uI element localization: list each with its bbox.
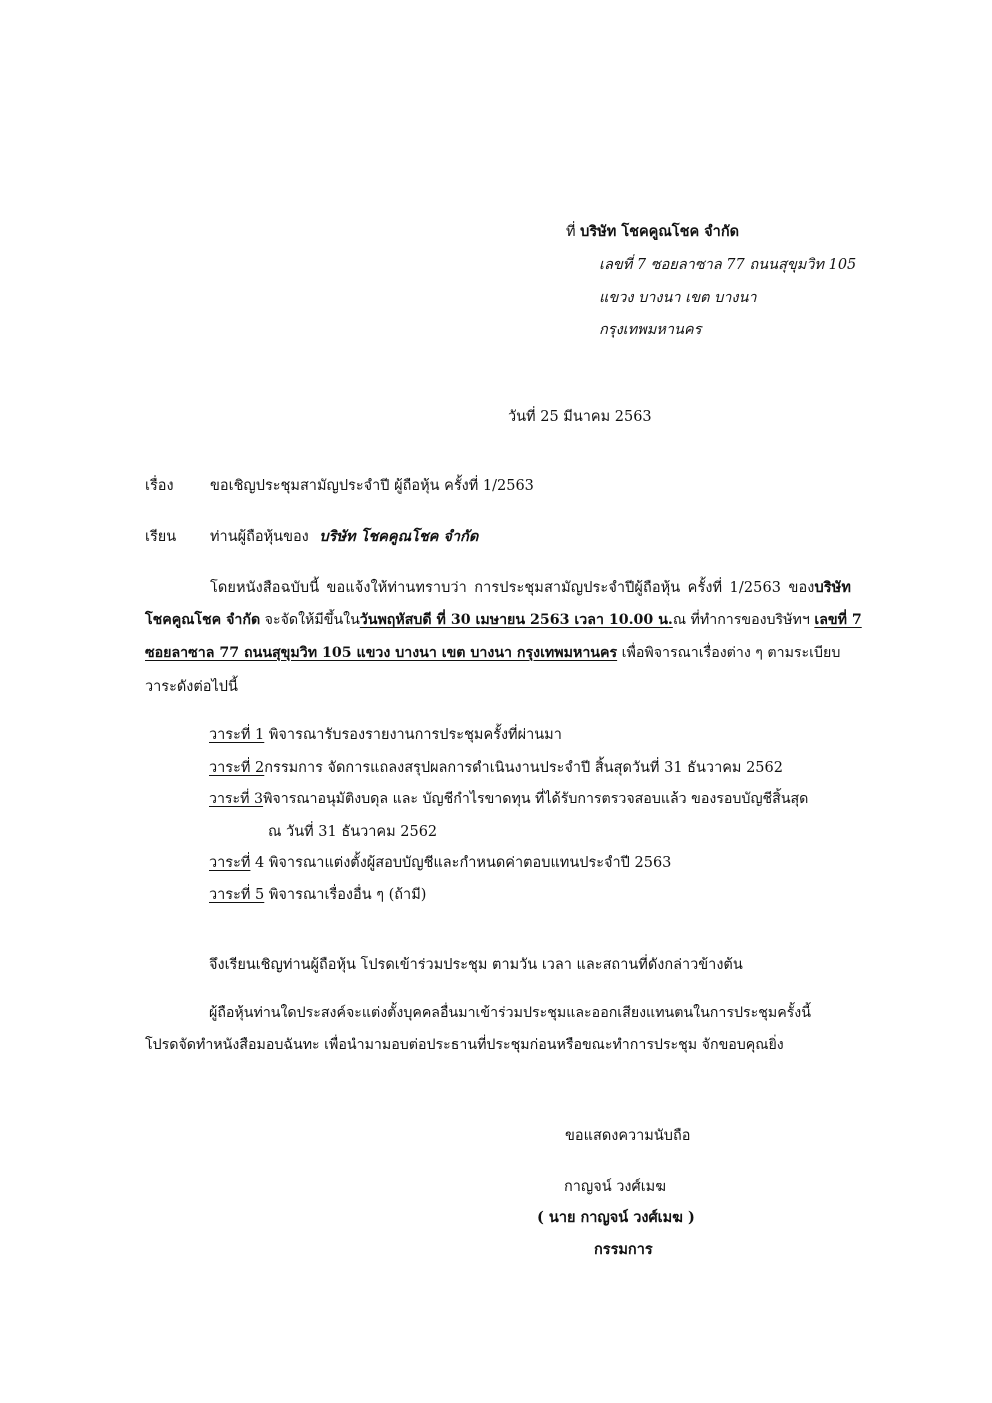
letter-date: วันที่ 25 มีนาคม 2563	[508, 409, 652, 425]
sender-address-line2: แขวง บางนา เขต บางนา	[599, 290, 757, 306]
recipient-text: ท่านผู้ถือหุ้นของ	[210, 529, 309, 545]
intro-l1-text: โดยหนังสือฉบับนี้ ขอแจ้งให้ท่านทราบว่า การประชุมสามัญประจำปีผู้ถือหุ้น ครั้งที่ 1/2563 ของ	[210, 580, 815, 596]
sender-address-line1: เลขที่ 7 ซอยลาซาล 77 ถนนสุขุมวิท 105	[599, 257, 857, 273]
agenda-3-text: พิจารณาอนุมัติงบดุล และ บัญชีกำไรขาดทุน ที่ได้รับการตรวจสอบแล้ว ของรอบบัญชีสิ้นสุด	[263, 791, 809, 807]
intro-l2-address: เลขที่ 7	[814, 612, 862, 628]
proxy-line-1: ผู้ถือหุ้นท่านใดประสงค์จะแต่งตั้งบุคคลอื่นมาเข้าร่วมประชุมและออกเสียงแทนตนในการประชุมครั้งนี้	[209, 1005, 811, 1021]
intro-l2-text2: ณ ที่ทำการของบริษัทฯ	[672, 612, 815, 628]
subject-label: เรื่อง	[145, 478, 174, 494]
agenda-5-label: วาระที่ 5	[209, 887, 265, 903]
intro-line-2	[145, 609, 862, 631]
sender-prefix: ที่	[566, 224, 576, 240]
intro-l3-address: ซอยลาซาล 77 ถนนสุขุมวิท 105 แขวง บางนา เขต บางนา กรุงเทพมหานคร	[145, 645, 618, 661]
intro-line-4: วาระดังต่อไปนี้	[145, 679, 238, 695]
agenda-4-text: พิจารณาแต่งตั้งผู้สอบบัญชีและกำหนดค่าตอบแทนประจำปี 2563	[264, 855, 672, 871]
intro-l2-company: โชคคูณโชค จำกัด	[145, 612, 261, 628]
agenda-item-4	[209, 851, 671, 874]
intro-l2-datetime: วันพฤหัสบดี ที่ 30 เมษายน 2563 เวลา 10.00 น.	[359, 612, 673, 628]
agenda-4-num: 4	[255, 855, 265, 871]
closing-text: ขอแสดงความนับถือ	[565, 1128, 691, 1144]
intro-l2-text1: จะจัดให้มีขึ้นใน	[260, 612, 360, 628]
sender-block	[566, 220, 739, 243]
agenda-3-label: วาระที่ 3	[209, 791, 264, 807]
sender-company: บริษัท โชคคูณโชค จำกัด	[580, 223, 740, 240]
agenda-4-label: วาระที่	[209, 855, 251, 871]
intro-l3-text: เพื่อพิจารณาเรื่องต่าง ๆ ตามระเบียบ	[617, 645, 841, 661]
agenda-1-label: วาระที่ 1	[209, 727, 265, 743]
sender-address-line3: กรุงเทพมหานคร	[599, 322, 702, 338]
agenda-item-2	[209, 756, 783, 779]
agenda-item-1	[209, 723, 562, 746]
intro-l1-company: บริษัท	[814, 579, 851, 596]
agenda-item-5	[209, 883, 426, 906]
agenda-item-3-continued: ณ วันที่ 31 ธันวาคม 2562	[268, 824, 438, 840]
recipient-label: เรียน	[145, 529, 177, 545]
proxy-line-2: โปรดจัดทำหนังสือมอบฉันทะ เพื่อนำมามอบต่อประธานที่ประชุมก่อนหรือขณะทำการประชุม จักขอบคุณยิ่ง	[145, 1037, 784, 1053]
intro-line-3	[145, 642, 840, 664]
signatory-title: กรรมการ	[594, 1241, 653, 1258]
agenda-1-text: พิจารณารับรองรายงานการประชุมครั้งที่ผ่านมา	[264, 727, 562, 743]
recipient-company: บริษัท โชคคูณโชค จำกัด	[319, 528, 479, 545]
invitation-text: จึงเรียนเชิญท่านผู้ถือหุ้น โปรดเข้าร่วมประชุม ตามวัน เวลา และสถานที่ดังกล่าวข้างต้น	[209, 957, 743, 973]
recipient-line	[210, 525, 478, 548]
intro-line-1	[210, 576, 851, 599]
agenda-2-label: วาระที่ 2	[209, 760, 265, 776]
agenda-2-text: กรรมการ จัดการแถลงสรุปผลการดำเนินงานประจำปี สิ้นสุดวันที่ 31 ธันวาคม 2562	[264, 760, 783, 776]
agenda-5-text: พิจารณาเรื่องอื่น ๆ (ถ้ามี)	[264, 887, 427, 903]
signed-name: กาญจน์ วงศ์เมฆ	[564, 1179, 666, 1195]
subject-text: ขอเชิญประชุมสามัญประจำปี ผู้ถือหุ้น ครั้งที่ 1/2563	[210, 478, 534, 494]
printed-name: ( นาย กาญจน์ วงศ์เมฆ )	[537, 1209, 695, 1226]
agenda-item-3	[209, 788, 808, 810]
